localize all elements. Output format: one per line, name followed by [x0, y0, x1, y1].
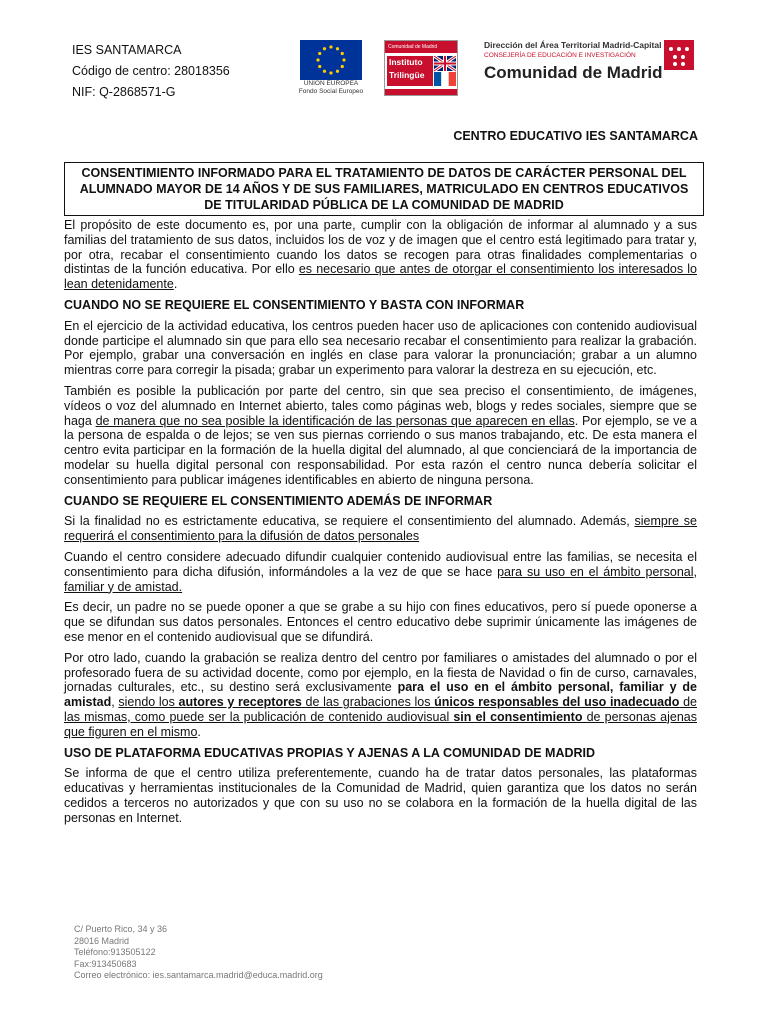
- cm-name: Comunidad de Madrid: [484, 63, 663, 82]
- document-title: CONSENTIMIENTO INFORMADO PARA EL TRATAMIENTO DE DATOS DE CARÁCTER PERSONAL DEL ALUMNADO MAYOR DE 14 AÑOS Y DE SUS FAMILIARES, MATRICULADO EN CENTROS EDUCATIVOS DE TITULARIDAD PÚBLICA DE LA COMUNIDAD DE MADRID: [64, 162, 704, 216]
- paragraph: Por otro lado, cuando la grabación se realiza dentro del centro por familiares o amistades del alumnado o por el profesorado fuera de su actividad docente, como por ejemplo, en la fiesta de Navidad o fin de curso, carnavales, jornadas culturales, etc., su destino será exclusivamente para el uso en el ámbito personal, familiar y de amistad, siendo los autores y receptores de las grabaciones los únicos responsables del uso inadecuado de las mismas, como puede ser la publicación de contenido audiovisual sin el consentimiento de personas ajenas que figuren en el mismo.: [64, 650, 698, 739]
- school-name: IES SANTAMARCA: [72, 43, 182, 57]
- instituto-trilingue-logo: [384, 40, 458, 96]
- paragraph: En el ejercicio de la actividad educativa, los centros pueden hacer uso de aplicaciones con contenido audiovisual donde participe el alumnado sin que para ello sea necesario recabar el consentimiento para realizar la grabación. Por ejemplo, grabar una conversación en inglés en clase para valorar la pronunciación; grabar a un alumno mientras corre para corregir la pisada; grabar un experimento para valorar la destreza en su ejecución, etc.: [64, 318, 697, 378]
- section-heading: CUANDO SE REQUIERE EL CONSENTIMIENTO ADEMÁS DE INFORMAR: [64, 493, 493, 508]
- footer-city: 28016 Madrid: [74, 935, 130, 946]
- eu-caption: UNIÓN EUROPEA Fondo Social Europeo: [298, 80, 364, 95]
- section-heading: CUANDO NO SE REQUIERE EL CONSENTIMIENTO Y BASTA CON INFORMAR: [64, 297, 525, 312]
- center-title: CENTRO EDUCATIVO IES SANTAMARCA: [453, 129, 698, 143]
- footer-email: Correo electrónico: ies.santamarca.madrid@educa.madrid.org: [74, 970, 323, 980]
- instituto-logo-name: Instituto Trilingüe: [387, 56, 433, 86]
- school-header-info: [72, 40, 230, 103]
- school-nif: NIF: Q-2868571-G: [72, 85, 176, 99]
- eu-flag-logo: [300, 40, 362, 80]
- cm-direccion: Dirección del Área Territorial Madrid-Capital: [484, 40, 662, 50]
- document-body: [64, 218, 697, 831]
- intro-paragraph: El propósito de este documento es, por una parte, cumplir con la obligación de informar al alumnado y a sus familias del tratamiento de sus datos, incluidos los de voz y de imagen que el centro está legitimado para tratar y, por otra, recabar el consentimiento cuando los datos se recogen para otras finalidades complementarias o distintas de la función educativa. Por ello es necesario que antes de otorgar el consentimiento los interesados lo lean detenidamente.: [64, 218, 698, 292]
- paragraph: Se informa de que el centro utiliza preferentemente, cuando ha de tratar datos personales, las plataformas educativas y herramientas institucionales de la Comunidad de Madrid, quien garantiza que los datos no serán cedidos a terceros no autorizados y que con su uso no se colabora en la formación de la huella digital de las personas en Internet.: [64, 766, 697, 825]
- footer-address: C/ Puerto Rico, 34 y 36: [74, 924, 168, 934]
- comunidad-madrid-flag-icon: [664, 40, 694, 70]
- section-heading: USO DE PLATAFORMA EDUCATIVAS PROPIAS Y AJENAS A LA COMUNIDAD DE MADRID: [64, 745, 596, 760]
- footer-contact: [74, 924, 323, 982]
- instituto-logo-top: Comunidad de Madrid: [385, 41, 457, 53]
- paragraph: Si la finalidad no es estrictamente educativa, se requiere el consentimiento del alumnado. Además, siempre se requerirá el consentimiento para la difusión de datos personales: [64, 514, 697, 544]
- paragraph: Cuando el centro considere adecuado difundir cualquier contenido audiovisual entre las familias, se necesita el consentimiento para dicha difusión, informándoles a la vez de que se hace para su uso en el ámbito personal, familiar y de amistad.: [64, 549, 697, 594]
- cm-consejeria: CONSEJERÍA DE EDUCACIÓN E INVESTIGACIÓN: [484, 52, 636, 59]
- footer-phone: Teléfono:913505122: [74, 947, 156, 957]
- flags-icon: [434, 56, 456, 86]
- paragraph: También es posible la publicación por parte del centro, sin que sea preciso el consentimiento, de imágenes, vídeos o voz del alumnado en Internet abierto, tales como páginas web, blogs y redes sociales, siempre que se haga de manera que no sea posible la identificación de las personas que aparecen en ellas. Por ejemplo, se ve a la persona de espalda o de lejos; se ven sus piernas corriendo o sus manos trabajando, etc. De esta manera el centro evita participar en la formación de la huella digital del alumnado, al que concienciará de la importancia de modelar su huella digital personal con responsabilidad. Por esta razón el centro nunca debería solicitar el consentimiento para publicar imágenes identificables en abierto de ninguna persona.: [64, 383, 697, 487]
- center-code: Código de centro: 28018356: [72, 64, 230, 78]
- footer-fax: Fax:913450683: [74, 958, 137, 969]
- paragraph: Es decir, un padre no se puede oponer a que se grabe a su hijo con fines educativos, pero sí puede oponerse a que se difundan sus datos personales. Entonces el centro educativo debe suprimir únicamente las imágenes de ese menor en el contenido audiovisual que se difundirá.: [64, 600, 697, 644]
